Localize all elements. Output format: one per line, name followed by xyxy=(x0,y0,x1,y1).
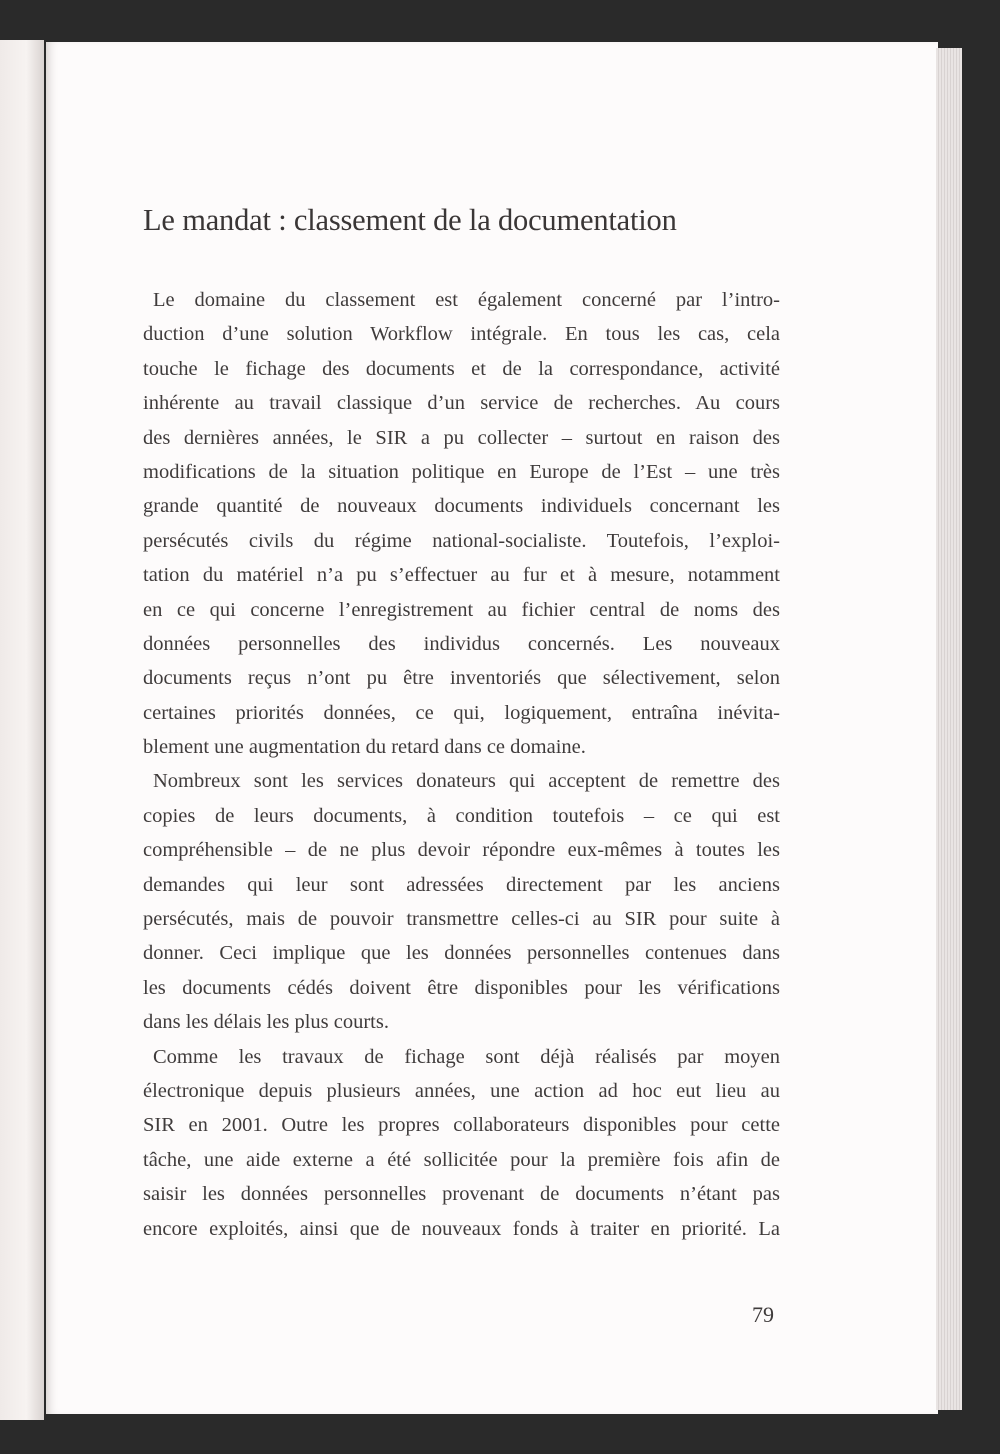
body-text xyxy=(143,283,780,1246)
text-line: persécutés, mais de pouvoir transmettre celles-ci au SIR pour suite à xyxy=(143,908,780,931)
text-line: inhérente au travail classique d’un service de recherches. Au cours xyxy=(143,392,780,415)
text-line: tâche, une aide externe a été sollicitée pour la première fois afin de xyxy=(143,1148,780,1171)
text-line: SIR en 2001. Outre les propres collaborateurs disponibles pour cette xyxy=(143,1114,780,1137)
text-line: modifications de la situation politique en Europe de l’Est – une très xyxy=(143,460,780,483)
text-line: Nombreux sont les services donateurs qui acceptent de remettre des xyxy=(153,770,780,793)
page-stack-edge xyxy=(936,48,962,1410)
paragraph xyxy=(143,1040,780,1246)
text-line: Comme les travaux de fichage sont déjà réalisés par moyen xyxy=(153,1045,780,1068)
text-line: encore exploités, ainsi que de nouveaux fonds à traiter en priorité. La xyxy=(143,1217,780,1240)
text-line: dans les délais les plus courts. xyxy=(143,1011,389,1034)
text-line: les documents cédés doivent être disponibles pour les vérifications xyxy=(143,976,780,999)
text-line: demandes qui leur sont adressées directement par les anciens xyxy=(143,873,780,896)
text-line: grande quantité de nouveaux documents individuels concernant les xyxy=(143,495,780,518)
text-line: des dernières années, le SIR a pu collecter – surtout en raison des xyxy=(143,426,780,449)
chapter-heading: Le mandat : classement de la documentation xyxy=(143,203,677,237)
text-line: électronique depuis plusieurs années, une action ad hoc eut lieu au xyxy=(143,1079,780,1102)
text-line: données personnelles des individus concernés. Les nouveaux xyxy=(143,632,780,655)
text-line: touche le fichage des documents et de la correspondance, activité xyxy=(143,357,780,380)
page-number: 79 xyxy=(752,1302,774,1327)
text-line: persécutés civils du régime national-socialiste. Toutefois, l’exploi- xyxy=(143,529,780,552)
text-line: documents reçus n’ont pu être inventoriés que sélectivement, selon xyxy=(143,667,780,690)
text-line: duction d’une solution Workflow intégrale. En tous les cas, cela xyxy=(143,323,780,346)
text-line: compréhensible – de ne plus devoir répondre eux-mêmes à toutes les xyxy=(143,839,780,862)
text-line: Le domaine du classement est également concerné par l’intro- xyxy=(153,289,780,311)
text-line: certaines priorités données, ce qui, logiquement, entraîna inévita- xyxy=(143,701,780,724)
paragraph xyxy=(143,764,780,1039)
text-line: saisir les données personnelles provenant de documents n’étant pas xyxy=(143,1183,780,1206)
text-line: blement une augmentation du retard dans ce domaine. xyxy=(143,736,586,759)
text-line: en ce qui concerne l’enregistrement au fichier central de noms des xyxy=(143,598,780,621)
text-line: copies de leurs documents, à condition toutefois – ce qui est xyxy=(143,804,780,827)
text-line: donner. Ceci implique que les données personnelles contenues dans xyxy=(143,942,780,965)
facing-page-edge xyxy=(0,40,44,1420)
paragraph xyxy=(143,283,780,764)
text-line: tation du matériel n’a pu s’effectuer au fur et à mesure, notamment xyxy=(143,564,780,587)
